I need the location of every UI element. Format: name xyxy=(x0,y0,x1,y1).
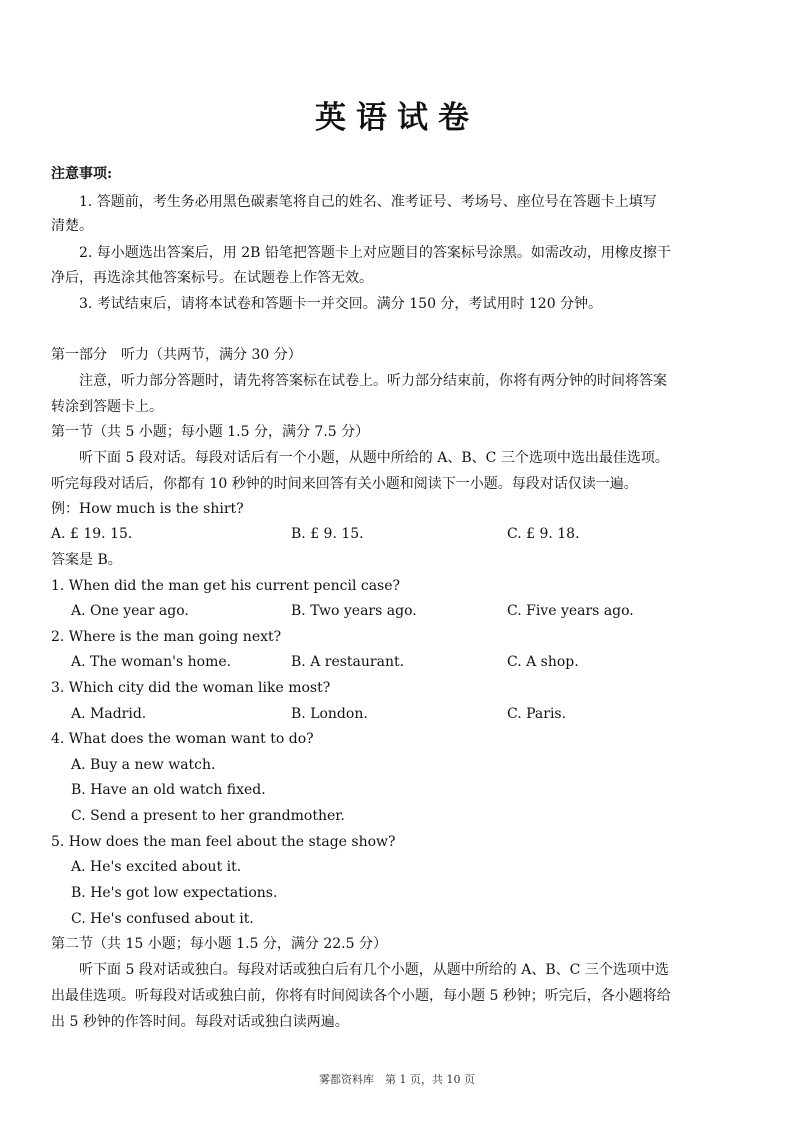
question-3-option-b: B. London. xyxy=(291,706,368,722)
section2-heading: 第二节（共 15 小题；每小题 1.5 分，满分 22.5 分） xyxy=(51,936,387,952)
page-title: 英语试卷 xyxy=(315,100,479,136)
example-question: 例：How much is the shirt? xyxy=(51,501,244,517)
example-answer: 答案是 B。 xyxy=(51,552,122,568)
question-2-option-b: B. A restaurant. xyxy=(291,654,405,670)
notice-item-1: 1. 答题前，考生务必用黑色碳素笔将自己的姓名、准考证号、考场号、座位号在答题卡上填写 xyxy=(79,194,657,210)
section1-instructions-cont: 听完每段对话后，你都有 10 秒钟的时间来回答有关小题和阅读下一小题。每段对话仅读一遍。 xyxy=(51,476,638,492)
example-option-b: B. £ 9. 15. xyxy=(291,526,364,542)
question-1-option-b: B. Two years ago. xyxy=(291,603,417,619)
notice-item-2: 2. 每小题选出答案后，用 2B 铅笔把答题卡上对应题目的答案标号涂黑。如需改动，用橡皮擦干 xyxy=(79,245,671,261)
part1-note: 注意，听力部分答题时，请先将答案标在试卷上。听力部分结束前，你将有两分钟的时间将答案 xyxy=(79,373,667,389)
question-3-option-a: A. Madrid. xyxy=(71,706,147,722)
section1-instructions: 听下面 5 段对话。每段对话后有一个小题，从题中所给的 A、B、C 三个选项中选出最佳选项。 xyxy=(79,450,669,466)
question-3-option-c: C. Paris. xyxy=(507,706,567,722)
notice-heading: 注意事项: xyxy=(51,166,113,182)
example-option-c: C. £ 9. 18. xyxy=(507,526,580,542)
section2-instructions-cont2: 出 5 秒钟的作答时间。每段对话或独白读两遍。 xyxy=(51,1014,349,1030)
question-2-option-c: C. A shop. xyxy=(507,654,579,670)
page-footer: 雾都资料库 第 1 页，共 10 页 xyxy=(319,1073,475,1086)
question-5-option-a: A. He's excited about it. xyxy=(71,859,242,875)
question-4-option-a: A. Buy a new watch. xyxy=(71,757,216,773)
question-5-option-c: C. He's confused about it. xyxy=(71,911,254,927)
section2-instructions-cont: 出最佳选项。听每段对话或独白前，你将有时间阅读各个小题，每小题 5 秒钟；听完后，各小题将给 xyxy=(51,988,671,1004)
question-5: 5. How does the man feel about the stage show? xyxy=(51,834,396,850)
question-3: 3. Which city did the woman like most? xyxy=(51,680,331,696)
question-1-option-a: A. One year ago. xyxy=(71,603,189,619)
question-4-option-c: C. Send a present to her grandmother. xyxy=(71,808,345,824)
question-2: 2. Where is the man going next? xyxy=(51,629,282,645)
question-4-option-b: B. Have an old watch fixed. xyxy=(71,782,266,798)
question-4: 4. What does the woman want to do? xyxy=(51,731,314,747)
question-2-option-a: A. The woman's home. xyxy=(71,654,232,670)
notice-item-3: 3. 考试结束后，请将本试卷和答题卡一并交回。满分 150 分，考试用时 120 分钟。 xyxy=(79,296,603,312)
section2-instructions: 听下面 5 段对话或独白。每段对话或独白后有几个小题，从题中所给的 A、B、C 三个选项中选 xyxy=(79,962,669,978)
notice-item-2-cont: 净后，再选涂其他答案标号。在试题卷上作答无效。 xyxy=(51,270,373,286)
question-1-option-c: C. Five years ago. xyxy=(507,603,634,619)
notice-item-1-cont: 清楚。 xyxy=(51,218,93,234)
part1-heading: 第一部分 听力（共两节，满分 30 分） xyxy=(51,347,302,363)
section1-heading: 第一节（共 5 小题；每小题 1.5 分，满分 7.5 分） xyxy=(51,424,370,440)
example-option-a: A. £ 19. 15. xyxy=(51,526,133,542)
question-5-option-b: B. He's got low expectations. xyxy=(71,885,278,901)
part1-note-cont: 转涂到答题卡上。 xyxy=(51,399,163,415)
question-1: 1. When did the man get his current pencil case? xyxy=(51,578,401,594)
